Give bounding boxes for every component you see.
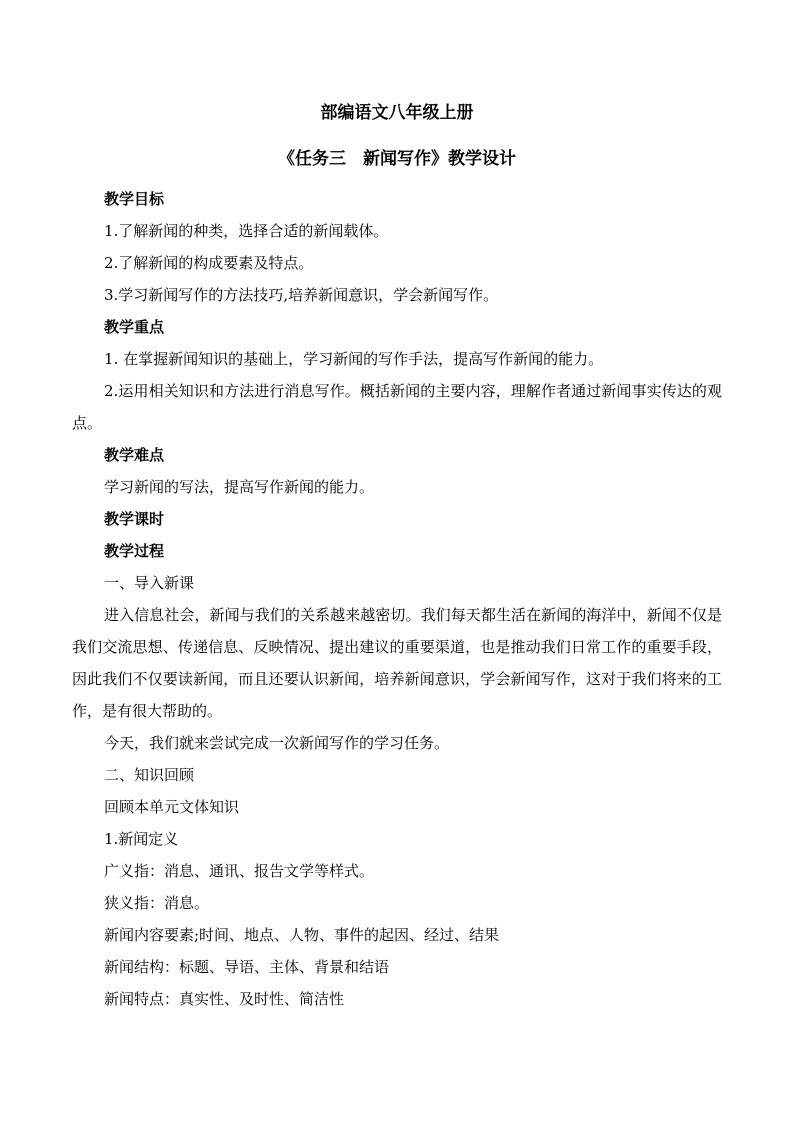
news-structure: 新闻结构：标题、导语、主体、背景和结语	[104, 958, 390, 976]
review-intro: 回顾本单元文体知识	[104, 798, 240, 816]
objective-item: 1.了解新闻的种类，选择合适的新闻载体。	[104, 222, 389, 240]
news-elements: 新闻内容要素;时间、地点、人物、事件的起因、经过、结果	[104, 926, 500, 944]
news-features: 新闻特点：真实性、及时性、简洁性	[104, 990, 345, 1008]
difficulty-text: 学习新闻的写法，提高写作新闻的能力。	[104, 478, 375, 496]
key-point-item: 2.运用相关知识和方法进行消息写作。概括新闻的主要内容，理解作者通过新闻事实传达的观点。	[72, 382, 722, 432]
key-points-heading: 教学重点	[104, 318, 165, 336]
key-point-item: 1. 在掌握新闻知识的基础上，学习新闻的写作手法，提高写作新闻的能力。	[104, 350, 604, 368]
part2-heading: 二、知识回顾	[104, 766, 195, 784]
objectives-heading: 教学目标	[104, 190, 165, 208]
document-body	[72, 101, 722, 1015]
part1-paragraph: 今天，我们就来尝试完成一次新闻写作的学习任务。	[104, 734, 450, 752]
class-hours-heading: 教学课时	[104, 510, 165, 528]
part1-paragraph: 进入信息社会，新闻与我们的关系越来越密切。我们每天都生活在新闻的海洋中，新闻不仅是我们交流思想、传递信息、反映情况、提出建议的重要渠道，也是推动我们日常工作的重要手段，因此我们不仅要读新闻，而且还要认识新闻，培养新闻意识，学会新闻写作，这对于我们将来的工作，是有很大帮助的。	[72, 606, 722, 720]
broad-definition: 广义指：消息、通讯、报告文学等样式。	[104, 862, 375, 880]
objective-item: 3.学习新闻写作的方法技巧,培养新闻意识，学会新闻写作。	[104, 286, 499, 304]
narrow-definition: 狭义指：消息。	[104, 894, 210, 912]
difficulty-heading: 教学难点	[104, 446, 165, 464]
process-heading: 教学过程	[104, 542, 165, 560]
definition-heading: 1.新闻定义	[104, 830, 179, 848]
part1-heading: 一、导入新课	[104, 574, 195, 592]
objective-item: 2.了解新闻的构成要素及特点。	[104, 254, 314, 272]
document-subtitle: 《任务三 新闻写作》教学设计	[278, 149, 516, 169]
document-title: 部编语文八年级上册	[320, 103, 474, 123]
